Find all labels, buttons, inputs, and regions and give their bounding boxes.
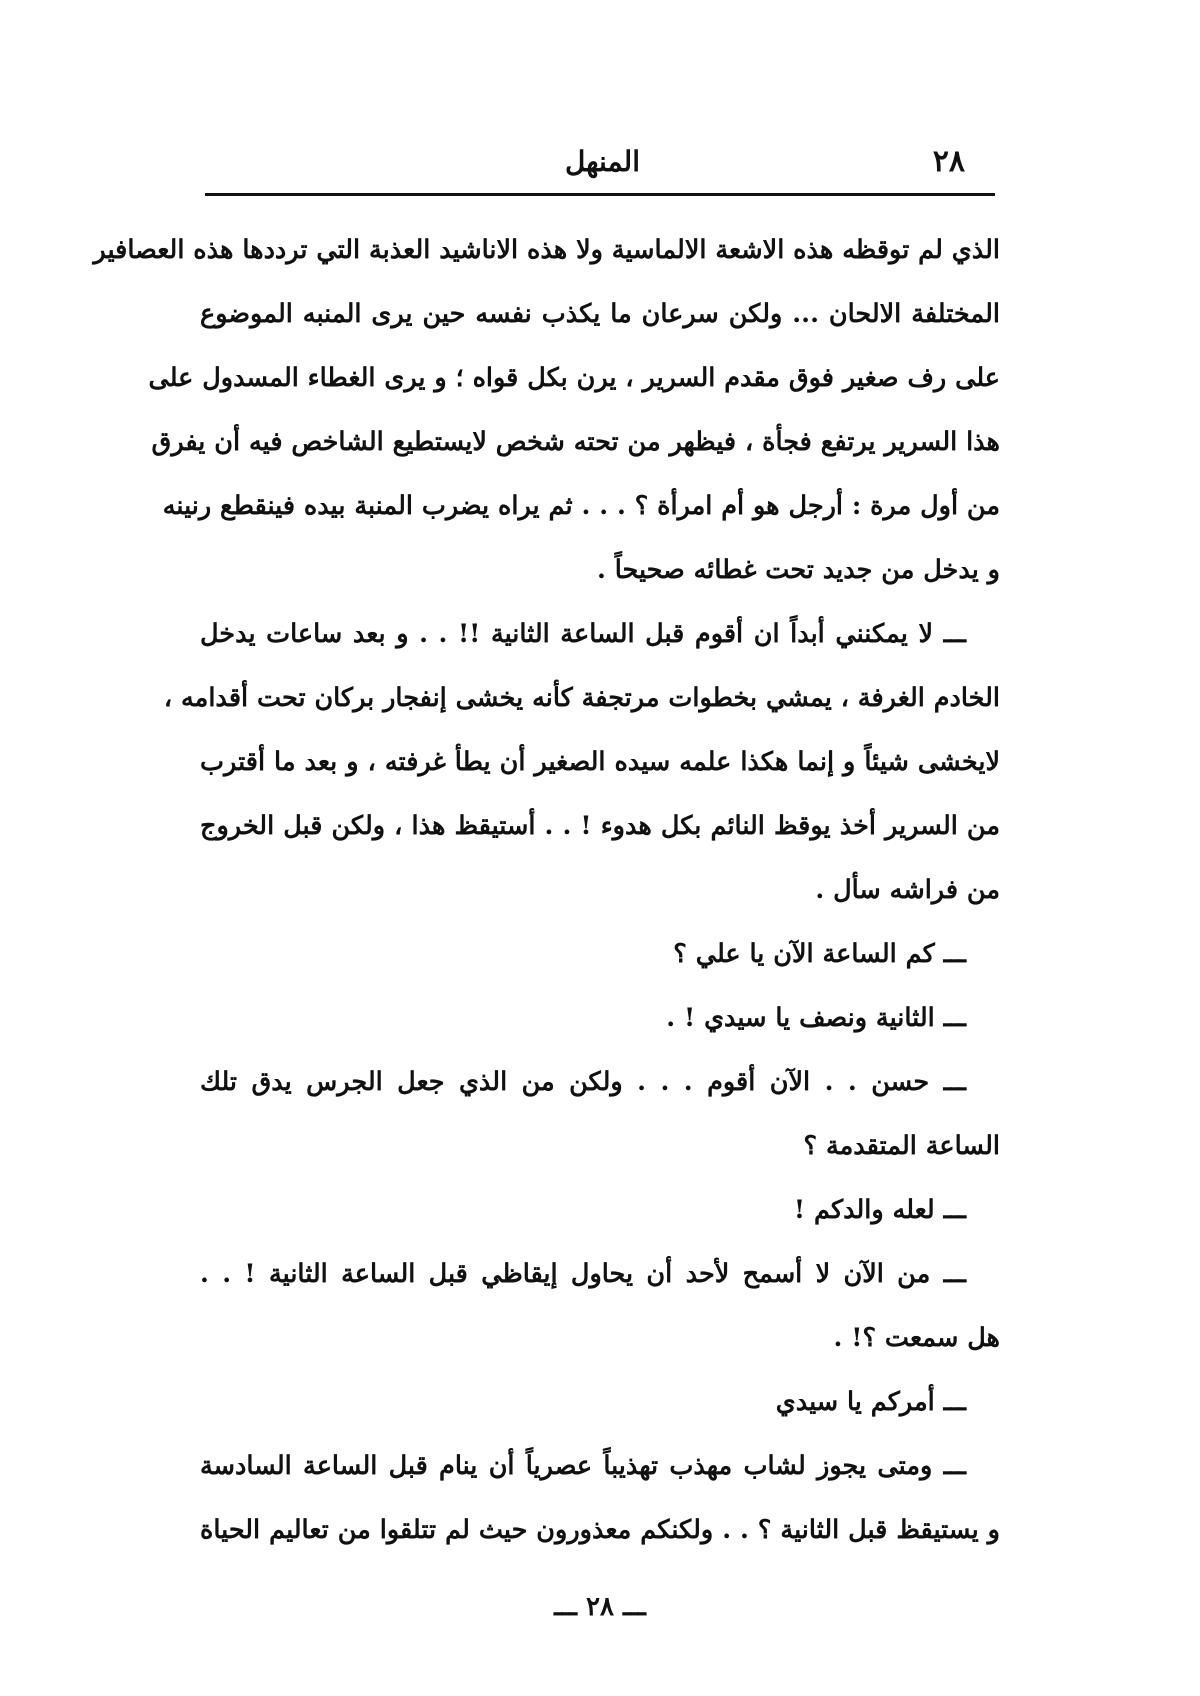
dialogue-line: ـــ لعله والدكم ! — [793, 1195, 966, 1225]
text-line: الخادم الغرفة ، يمشي بخطوات مرتجفة كأنه يخشى إنفجار بركان تحت أقدامه ، — [163, 683, 1000, 713]
header-rule — [205, 193, 995, 196]
dialogue-line: ـــ حسن . . الآن أقوم . . . ولكن من الذي جعل الجرس يدق تلك — [200, 1067, 966, 1097]
text-line: الساعة المتقدمة ؟ — [803, 1131, 1000, 1161]
text-line: ـــ لا يمكنني أبداً ان أقوم قبل الساعة الثانية !! . . و بعد ساعات يدخل — [200, 619, 966, 649]
dialogue-line: ـــ ومتى يجوز لشاب مهذب تهذيباً عصرياً أن ينام قبل الساعة السادسة — [200, 1451, 966, 1481]
header-journal-title: المنهل — [564, 145, 640, 178]
page-footer-number: ـــ ٢٨ ـــ — [554, 1592, 646, 1622]
text-line: على رف صغير فوق مقدم السرير ، يرن بكل قواه ؛ و يرى الغطاء المسدول على — [148, 363, 1000, 393]
text-line: هل سمعت ؟! . — [833, 1323, 1000, 1353]
text-line: المختلفة الالحان ... ولكن سرعان ما يكذب نفسه حين يرى المنبه الموضوع — [200, 299, 1000, 329]
dialogue-line: ـــ أمركم يا سيدي — [775, 1387, 966, 1417]
text-line: و يستيقظ قبل الثانية ؟ . . ولكنكم معذورون حيث لم تتلقوا من تعاليم الحياة — [200, 1515, 1000, 1545]
text-line: الذي لم توقظه هذه الاشعة الالماسية ولا هذه الاناشيد العذبة التي ترددها هذه العصافير — [93, 235, 1000, 265]
text-line: من السرير أخذ يوقظ النائم بكل هدوء ! . . أستيقظ هذا ، ولكن قبل الخروج — [200, 811, 1000, 841]
dialogue-line: ـــ من الآن لا أسمح لأحد أن يحاول إيقاظي قبل الساعة الثانية ! . . — [200, 1259, 966, 1289]
text-line: لايخشى شيئاً و إنما هكذا علمه سيده الصغير أن يطأ غرفته ، و بعد ما أقترب — [200, 747, 1000, 777]
text-line: و يدخل من جديد تحت غطائه صحيحاً . — [596, 555, 1000, 585]
dialogue-line: ـــ الثانية ونصف يا سيدي ! . — [666, 1003, 966, 1033]
page-header — [205, 140, 995, 192]
text-line: من أول مرة : أرجل هو أم امرأة ؟ . . . ثم يراه يضرب المنبة بيده فينقطع رنينه — [162, 491, 1000, 521]
text-line: هذا السرير يرتفع فجأة ، فيظهر من تحته شخص لايستطيع الشاخص فيه أن يفرق — [151, 427, 1000, 457]
text-line: من فراشه سأل . — [815, 875, 1000, 905]
dialogue-line: ـــ كم الساعة الآن يا علي ؟ — [673, 939, 966, 969]
article-body — [93, 218, 1000, 1562]
header-page-number: ٢٨ — [932, 144, 965, 179]
